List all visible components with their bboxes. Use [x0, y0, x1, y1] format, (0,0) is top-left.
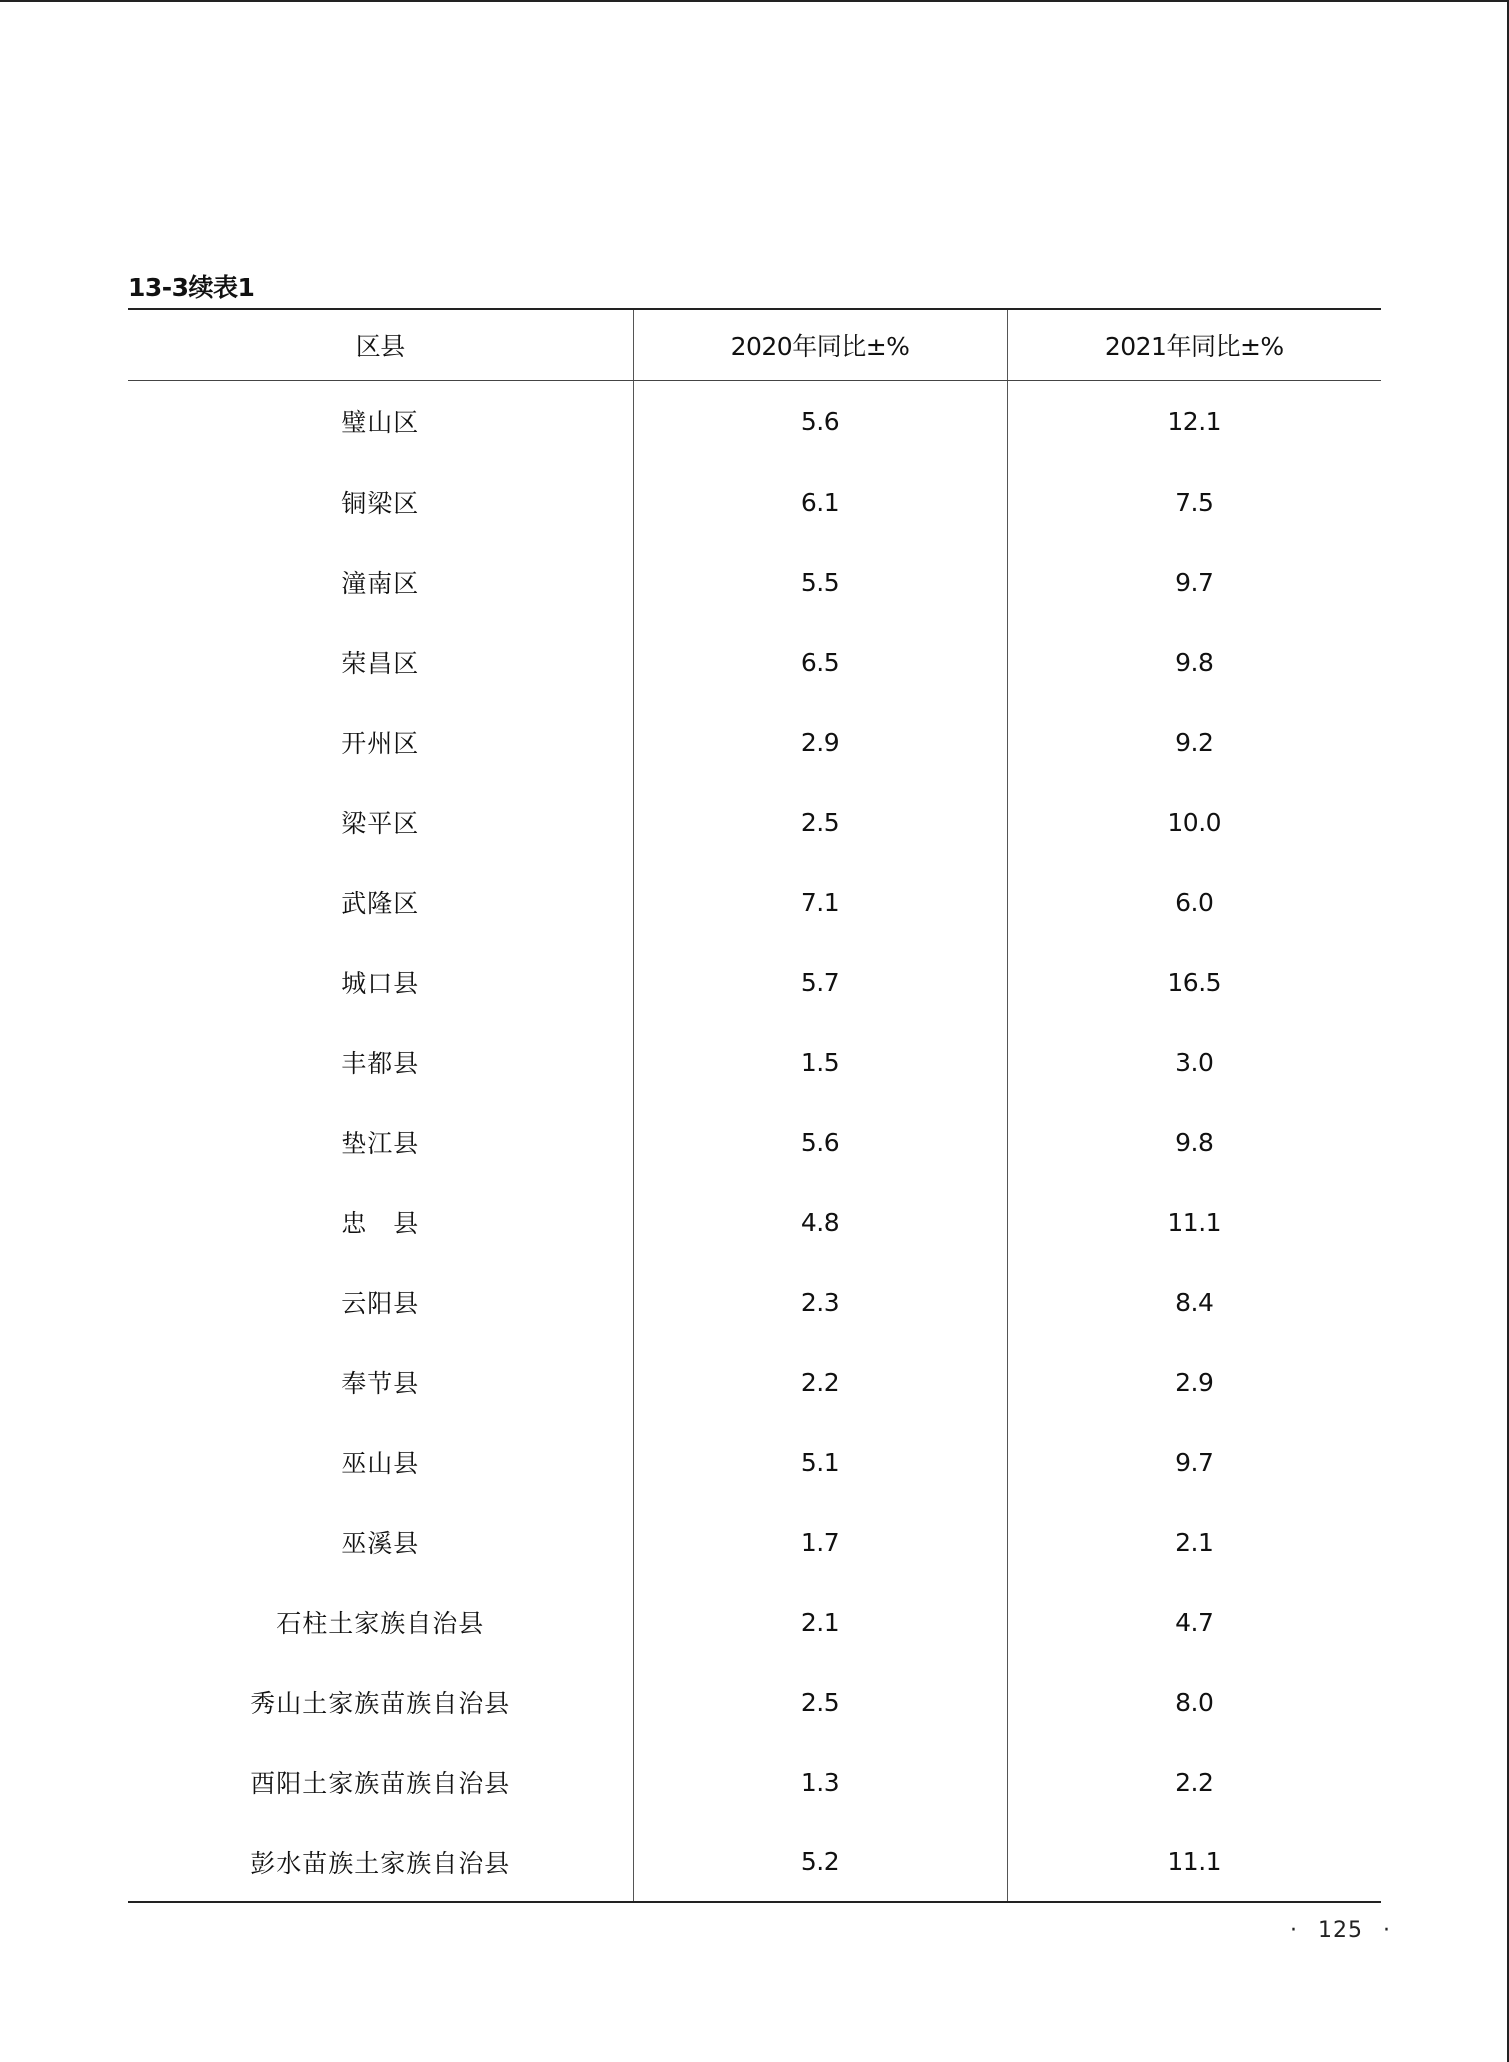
table-row: [128, 380, 1381, 462]
header-2020: 2020年同比±%: [633, 309, 1007, 380]
value-2021: 10.0: [1007, 782, 1381, 862]
table-row: [128, 942, 1381, 1022]
value-2020: 2.2: [633, 1342, 1007, 1422]
district-name: 开州区: [341, 729, 420, 758]
value-2021: 2.9: [1007, 1342, 1381, 1422]
value-2020: 7.1: [633, 862, 1007, 942]
district-name: 秀山土家族苗族自治县: [250, 1689, 511, 1718]
district-name: 丰都县: [341, 1049, 420, 1078]
value-2020: 1.3: [633, 1742, 1007, 1822]
page-border-top: [0, 0, 1509, 2]
table-row: [128, 1102, 1381, 1182]
value-2020: 5.2: [633, 1822, 1007, 1902]
district-name: 彭水苗族土家族自治县: [128, 1822, 633, 1902]
value-2020: 5.7: [633, 942, 1007, 1022]
value-2021: 12.1: [1007, 380, 1381, 462]
district-name: 梁平区: [341, 809, 420, 838]
value-2020: 5.6: [633, 380, 1007, 462]
table-row: [128, 1582, 1381, 1662]
value-2021: 6.0: [1007, 862, 1381, 942]
footer-dot-left: ·: [1290, 1918, 1298, 1943]
district-name: 酉阳土家族苗族自治县: [250, 1769, 511, 1798]
value-2021: 9.8: [1007, 622, 1381, 702]
value-2021: 11.1: [1007, 1182, 1381, 1262]
table-row: [128, 542, 1381, 622]
table-row: [128, 1662, 1381, 1742]
table-row: [128, 622, 1381, 702]
district-name: 垫江县: [341, 1129, 420, 1158]
value-2021: 8.0: [1007, 1662, 1381, 1742]
district-name: 奉节县: [341, 1369, 420, 1398]
header-district: 区县: [128, 309, 633, 380]
value-2020: 5.1: [633, 1422, 1007, 1502]
district-name: 铜梁区: [341, 489, 420, 518]
table-row: [128, 702, 1381, 782]
value-2020: 2.1: [633, 1582, 1007, 1662]
value-2020: 2.9: [633, 702, 1007, 782]
value-2020: 6.5: [633, 622, 1007, 702]
value-2020: 1.7: [633, 1502, 1007, 1582]
value-2020: 1.5: [633, 1022, 1007, 1102]
district-name: 云阳县: [341, 1289, 420, 1318]
header-row: [128, 309, 1381, 380]
table-row: [128, 1502, 1381, 1582]
page-number: 125: [1318, 1918, 1363, 1943]
district-name: 忠 县: [341, 1209, 420, 1238]
value-2020: 2.3: [633, 1262, 1007, 1342]
table-row: [128, 1742, 1381, 1822]
table-title: 13-3续表1: [128, 273, 255, 302]
value-2021: 3.0: [1007, 1022, 1381, 1102]
value-2021: 8.4: [1007, 1262, 1381, 1342]
value-2020: 2.5: [633, 782, 1007, 862]
value-2021: 4.7: [1007, 1582, 1381, 1662]
value-2020: 6.1: [633, 462, 1007, 542]
table-row: [128, 1422, 1381, 1502]
table-row: [128, 1822, 1381, 1902]
table-row: [128, 1262, 1381, 1342]
table-row: [128, 1342, 1381, 1422]
value-2020: 2.5: [633, 1662, 1007, 1742]
district-name: 巫溪县: [341, 1529, 420, 1558]
table-row: [128, 1022, 1381, 1102]
data-table: [128, 308, 1381, 1903]
footer-dot-right: ·: [1383, 1918, 1391, 1943]
value-2021: 9.8: [1007, 1102, 1381, 1182]
district-name: 巫山县: [341, 1449, 420, 1478]
header-2021: 2021年同比±%: [1007, 309, 1381, 380]
table-row: [128, 782, 1381, 862]
value-2021: 2.1: [1007, 1502, 1381, 1582]
district-name: 璧山区: [341, 408, 420, 438]
district-name: 武隆区: [341, 889, 420, 918]
value-2021: 9.7: [1007, 1422, 1381, 1502]
value-2021: 9.7: [1007, 542, 1381, 622]
value-2021: 11.1: [1007, 1822, 1381, 1902]
value-2021: 7.5: [1007, 462, 1381, 542]
page-footer: [1270, 1918, 1411, 1943]
table-row: [128, 1182, 1381, 1262]
table-row: [128, 462, 1381, 542]
value-2020: 5.6: [633, 1102, 1007, 1182]
district-name: 潼南区: [341, 569, 420, 598]
value-2021: 2.2: [1007, 1742, 1381, 1822]
value-2020: 5.5: [633, 542, 1007, 622]
table-row: [128, 862, 1381, 942]
value-2021: 16.5: [1007, 942, 1381, 1022]
table-body: [128, 380, 1381, 1902]
value-2020: 4.8: [633, 1182, 1007, 1262]
value-2021: 9.2: [1007, 702, 1381, 782]
district-name: 荣昌区: [341, 649, 420, 678]
district-name: 城口县: [341, 969, 420, 998]
district-name: 石柱土家族自治县: [276, 1609, 485, 1638]
